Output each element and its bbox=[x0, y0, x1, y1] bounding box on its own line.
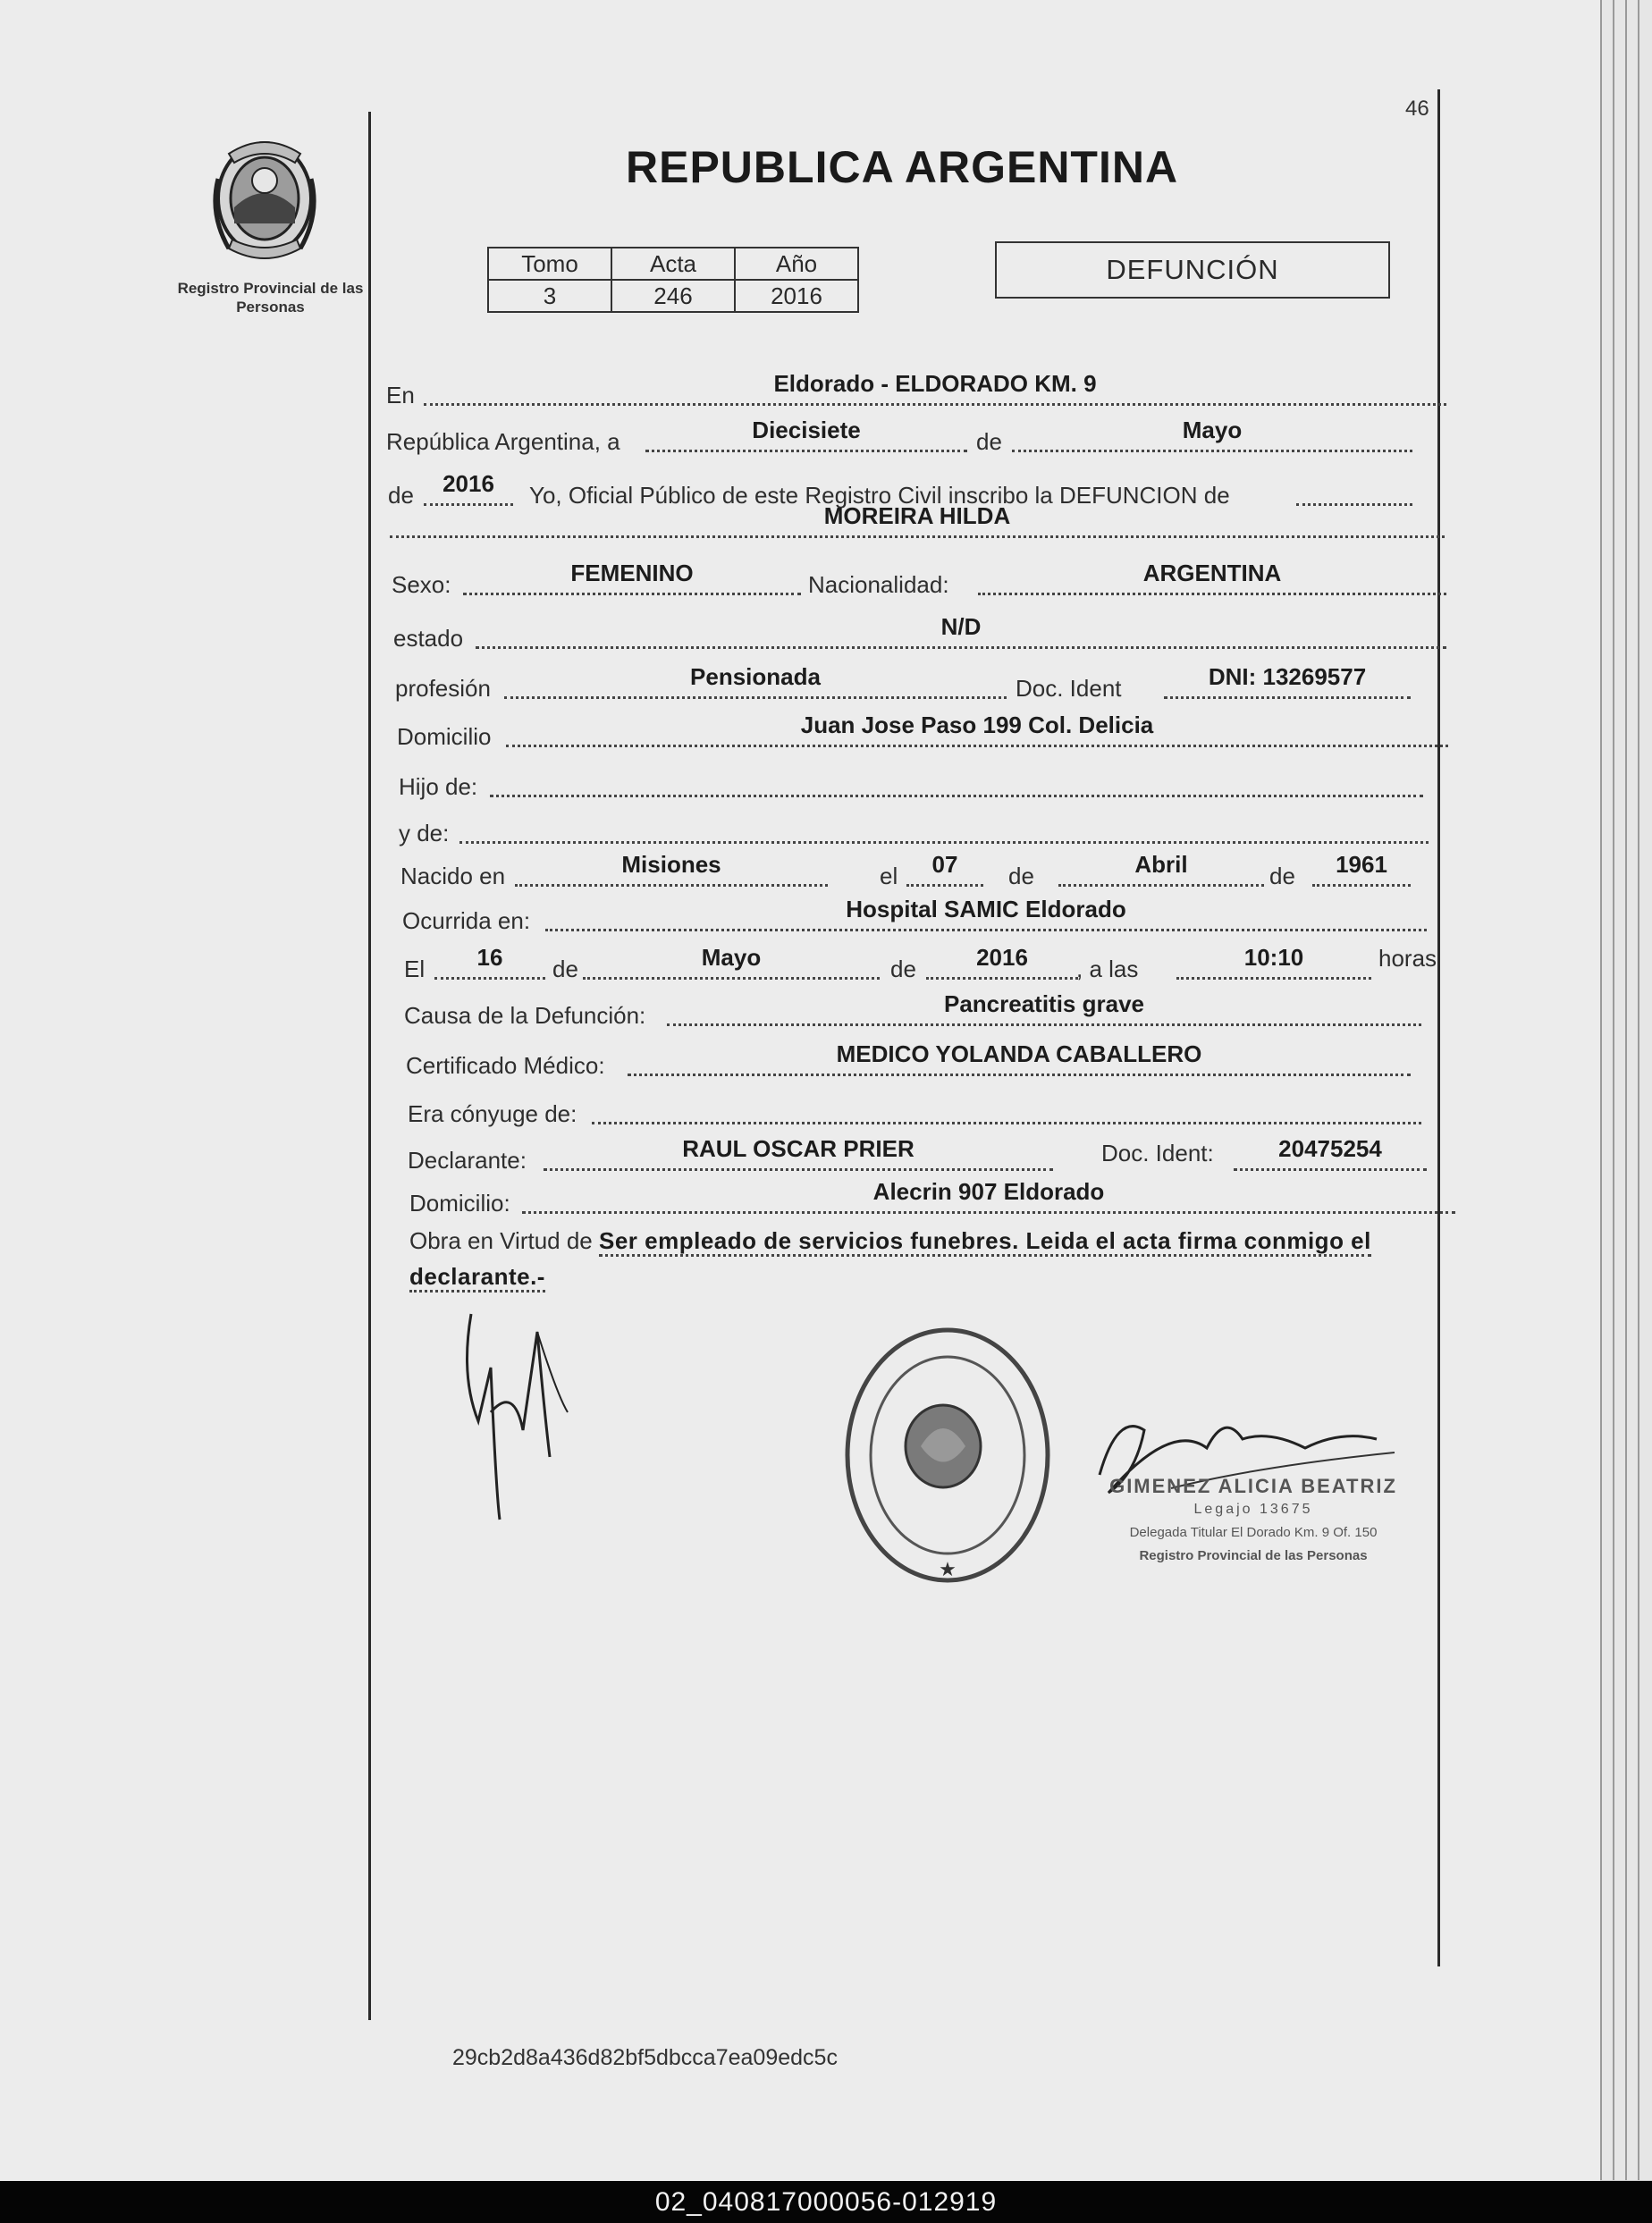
value-obra: Ser empleado de servicios funebres. Leida el acta firma conmigo el declarante.- bbox=[409, 1227, 1371, 1293]
record-table-header: Año bbox=[735, 248, 858, 280]
field-fallecio-mes bbox=[583, 944, 880, 980]
label-conyuge: Era cónyuge de: bbox=[408, 1100, 577, 1127]
label-declarante: Declarante: bbox=[408, 1147, 527, 1174]
value-dia-inscripcion: Diecisiete bbox=[752, 417, 861, 443]
field-fallecido bbox=[390, 502, 1445, 538]
official-seal-stamp bbox=[840, 1321, 1055, 1589]
label-y-de: y de: bbox=[399, 820, 450, 846]
field-ocurrida-en bbox=[545, 896, 1427, 931]
row-fallecido bbox=[390, 502, 1445, 542]
row-y-de bbox=[399, 812, 1429, 847]
province-emblem bbox=[202, 125, 327, 268]
label-a-las: , a las bbox=[1076, 956, 1139, 982]
signer-org: Registro Provincial de las Personas bbox=[1139, 1548, 1368, 1563]
value-declarante: RAUL OSCAR PRIER bbox=[682, 1135, 914, 1162]
label-doc-ident2: Doc. Ident: bbox=[1101, 1140, 1214, 1166]
page-edge bbox=[1613, 0, 1625, 2180]
record-table-cell: 246 bbox=[611, 280, 735, 312]
value-declarante-domicilio: Alecrin 907 Eldorado bbox=[872, 1178, 1105, 1205]
label-horas: horas bbox=[1378, 945, 1437, 972]
page-number: 46 bbox=[1405, 97, 1429, 121]
label-obra: Obra en Virtud de bbox=[409, 1227, 593, 1254]
field-fallecio-anio bbox=[926, 944, 1078, 980]
value-nacido-dia: 07 bbox=[931, 851, 958, 878]
value-nacido-mes: Abril bbox=[1134, 851, 1188, 878]
signer-block bbox=[1092, 1475, 1414, 1568]
field-nacido-mes bbox=[1058, 851, 1264, 887]
row-fecha-defuncion bbox=[404, 944, 1439, 983]
field-fallecio-dia bbox=[434, 944, 545, 980]
field-conyuge bbox=[592, 1122, 1421, 1124]
row-hijo-de bbox=[399, 765, 1423, 801]
value-fallecio-mes: Mayo bbox=[701, 944, 762, 971]
label-estado: estado bbox=[393, 625, 464, 652]
value-causa: Pancreatitis grave bbox=[943, 990, 1144, 1017]
field-y-de bbox=[459, 841, 1429, 844]
label-de: de bbox=[552, 956, 578, 982]
label-republica: República Argentina, a bbox=[386, 428, 620, 455]
field-dia-inscripcion bbox=[645, 417, 967, 452]
label-de: de bbox=[1269, 863, 1295, 889]
label-certificado: Certificado Médico: bbox=[406, 1052, 605, 1079]
value-estado: N/D bbox=[940, 613, 982, 640]
page-edge bbox=[1638, 0, 1652, 2180]
field-nacido-anio bbox=[1312, 851, 1411, 887]
value-fallecido: MOREIRA HILDA bbox=[823, 502, 1011, 529]
label-profesion: profesión bbox=[395, 675, 491, 702]
value-nacido-anio: 1961 bbox=[1336, 851, 1387, 878]
field-nacido-dia bbox=[906, 851, 983, 887]
row-declarante bbox=[408, 1135, 1427, 1175]
field-declarante-domicilio bbox=[522, 1178, 1455, 1214]
value-ocurrida-en: Hospital SAMIC Eldorado bbox=[846, 896, 1126, 922]
field-lugar bbox=[424, 370, 1446, 406]
value-hora: 10:10 bbox=[1243, 944, 1304, 971]
label-de: de bbox=[1008, 863, 1034, 889]
registry-caption: Registro Provincial de las Personas bbox=[177, 280, 364, 316]
field-declarante bbox=[544, 1135, 1053, 1171]
record-table-header: Acta bbox=[611, 248, 735, 280]
value-lugar: Eldorado - ELDORADO KM. 9 bbox=[773, 370, 1097, 397]
value-domicilio: Juan Jose Paso 199 Col. Delicia bbox=[800, 712, 1154, 738]
value-anio-inscripcion: 2016 bbox=[442, 470, 494, 497]
field-declarante-doc bbox=[1234, 1135, 1427, 1171]
row-certificado bbox=[406, 1040, 1411, 1080]
page-title: REPUBLICA ARGENTINA bbox=[626, 142, 1179, 192]
declarant-signature bbox=[451, 1278, 594, 1528]
value-doc-ident: DNI: 13269577 bbox=[1208, 663, 1367, 690]
field-estado bbox=[476, 613, 1446, 649]
row-republica bbox=[386, 417, 1412, 456]
label-el: el bbox=[880, 863, 898, 889]
label-inscribo: Yo, Oficial Público de este Registro Civil inscribo la DEFUNCION de bbox=[529, 482, 1230, 509]
value-mes-inscripcion: Mayo bbox=[1182, 417, 1243, 443]
svg-text:★: ★ bbox=[939, 1559, 957, 1581]
row-causa bbox=[404, 990, 1421, 1030]
label-en: En bbox=[386, 382, 415, 408]
label-domicilio2: Domicilio: bbox=[409, 1190, 510, 1217]
label-doc-ident: Doc. Ident bbox=[1016, 675, 1122, 702]
label-sexo: Sexo: bbox=[392, 571, 451, 598]
row-sexo bbox=[392, 560, 1446, 599]
label-domicilio: Domicilio bbox=[397, 723, 492, 750]
record-table bbox=[487, 247, 859, 313]
value-fallecio-dia: 16 bbox=[476, 944, 503, 971]
label-el-cap: El bbox=[404, 956, 426, 982]
page-edge bbox=[1625, 0, 1638, 2180]
row-conyuge bbox=[408, 1092, 1421, 1128]
row-domicilio2 bbox=[409, 1178, 1455, 1217]
label-de: de bbox=[976, 428, 1002, 455]
left-margin-line bbox=[368, 112, 371, 2020]
field-mes-inscripcion bbox=[1012, 417, 1412, 452]
record-table-header: Tomo bbox=[488, 248, 611, 280]
label-nacido-en: Nacido en bbox=[400, 863, 506, 889]
value-profesion: Pensionada bbox=[690, 663, 821, 690]
value-nacido-en: Misiones bbox=[621, 851, 721, 878]
record-table-cell: 2016 bbox=[735, 280, 858, 312]
signer-role: Delegada Titular El Dorado Km. 9 Of. 150 bbox=[1129, 1525, 1378, 1540]
field-profesion bbox=[504, 663, 1007, 699]
value-nacionalidad: ARGENTINA bbox=[1142, 560, 1282, 586]
field-nacionalidad bbox=[978, 560, 1446, 595]
field-anio-inscripcion bbox=[424, 470, 513, 506]
value-sexo: FEMENINO bbox=[570, 560, 694, 586]
document-hash: 29cb2d8a436d82bf5dbcca7ea09edc5c bbox=[452, 2045, 838, 2070]
row-en bbox=[386, 370, 1446, 409]
label-hijo-de: Hijo de: bbox=[399, 773, 478, 800]
row-ocurrida bbox=[402, 896, 1427, 935]
row-domicilio bbox=[397, 712, 1448, 751]
value-certificado: MEDICO YOLANDA CABALLERO bbox=[836, 1040, 1202, 1067]
field-domicilio bbox=[506, 712, 1448, 747]
field-nacido-en bbox=[515, 851, 828, 887]
field-hora bbox=[1176, 944, 1371, 980]
field-hijo-de bbox=[490, 795, 1423, 797]
value-declarante-doc: 20475254 bbox=[1278, 1135, 1382, 1162]
row-estado bbox=[393, 613, 1446, 653]
label-de-year: de bbox=[388, 482, 414, 509]
label-causa: Causa de la Defunción: bbox=[404, 1002, 646, 1029]
record-table-cell: 3 bbox=[488, 280, 611, 312]
field-causa bbox=[667, 990, 1421, 1026]
record-type-box: DEFUNCIÓN bbox=[995, 241, 1390, 299]
label-de: de bbox=[890, 956, 916, 982]
signer-legajo: Legajo 13675 bbox=[1193, 1502, 1313, 1517]
field-sexo bbox=[463, 560, 801, 595]
label-nacionalidad: Nacionalidad: bbox=[808, 571, 949, 598]
field-certificado bbox=[628, 1040, 1411, 1076]
row-nacido bbox=[400, 851, 1411, 890]
footer-code: 02_040817000056-012919 bbox=[0, 2181, 1652, 2223]
signer-name: GIMENEZ ALICIA BEATRIZ bbox=[1109, 1475, 1397, 1497]
value-fallecio-anio: 2016 bbox=[976, 944, 1028, 971]
field-doc-ident bbox=[1164, 663, 1411, 699]
row-profesion bbox=[395, 663, 1411, 703]
page-edge bbox=[1600, 0, 1613, 2180]
label-ocurrida-en: Ocurrida en: bbox=[402, 907, 531, 934]
